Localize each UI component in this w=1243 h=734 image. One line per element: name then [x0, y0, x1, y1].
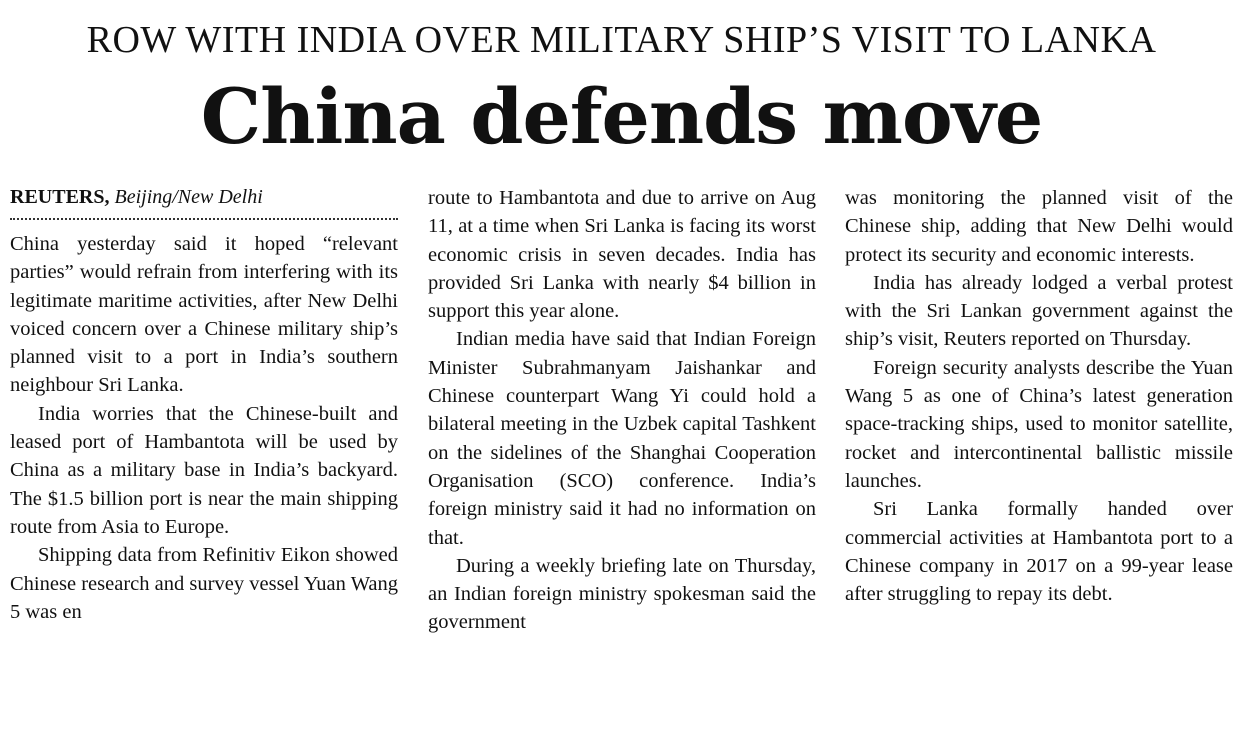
paragraph: During a weekly briefing late on Thursday, an Indian foreign ministry spokesman said the government — [428, 554, 816, 634]
paragraph: route to Hambantota and due to arrive on Aug 11, at a time when Sri Lanka is facing its worst economic crisis in seven decades. India has provided Sri Lanka with nearly $4 billion in support this year alone. — [428, 187, 816, 323]
paragraph: was monitoring the planned visit of the Chinese ship, adding that New Delhi would protect its security and economic interests. — [845, 187, 1233, 266]
paragraph: Indian media have said that Indian Foreign Minister Subrahmanyam Jaishankar and Chinese counterpart Wang Yi could hold a bilateral meeting in the Uzbek capital Tashkent on the sidelines of the Shanghai Cooperation Organisation (SCO) conference. India’s foreign ministry said it had no information on that. — [428, 328, 816, 549]
paragraph: Sri Lanka formally handed over commercial activities at Hambantota port to a Chinese company in 2017 on a 99-year lease after struggling to repay its debt. — [845, 498, 1233, 606]
byline — [10, 184, 398, 220]
article-kicker: ROW WITH INDIA OVER MILITARY SHIP’S VISIT TO LANKA — [86, 19, 1157, 61]
paragraph: China yesterday said it hoped “relevant parties” would refrain from interfering with its legitimate maritime activities, after New Delhi voiced concern over a Chinese military ship’s planned visit to a port in India’s southern neighbour Sri Lanka. — [10, 233, 398, 397]
paragraph: Foreign security analysts describe the Yuan Wang 5 as one of China’s latest generation space-tracking ships, used to monitor satellite, rocket and intercontinental ballistic missile launches. — [845, 356, 1233, 492]
article-column-2 — [428, 184, 816, 637]
article-headline: China defends move — [200, 72, 1043, 161]
byline-agency: REUTERS, — [10, 186, 110, 208]
paragraph: Shipping data from Refinitiv Eikon showed Chinese research and survey vessel Yuan Wang 5 was en — [10, 544, 398, 623]
article-column-3 — [845, 184, 1233, 608]
paragraph: India has already lodged a verbal protest with the Sri Lankan government against the ship’s visit, Reuters reported on Thursday. — [845, 271, 1233, 351]
byline-place: Beijing/New Delhi — [114, 186, 263, 208]
paragraph: India worries that the Chinese-built and leased port of Hambantota will be used by China as a military base in India’s backyard. The $1.5 billion port is near the main shipping route from Asia to Europe. — [10, 402, 398, 538]
article-column-1 — [10, 184, 398, 626]
